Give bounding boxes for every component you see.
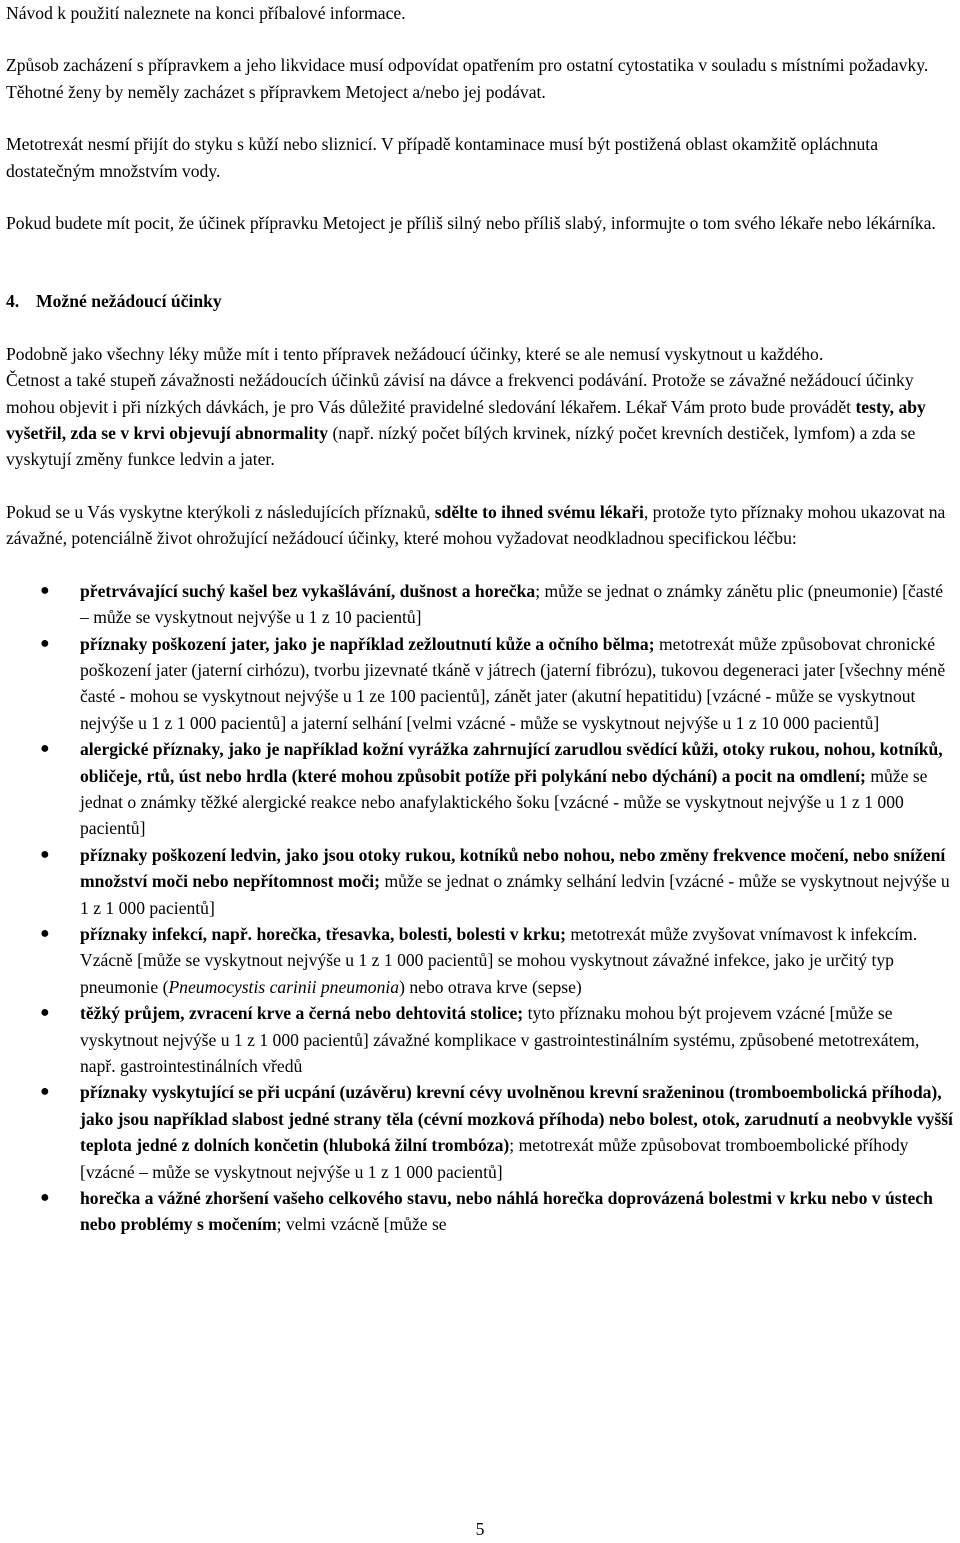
body-paragraph-3: [6, 499, 956, 552]
symptom-description: ; velmi vzácně [může se: [276, 1214, 447, 1235]
symptom-description: může se jednat o známky selhání ledvin [vzácné - může se vyskytnout nejvýše u 1 z 1 000 pacientů]: [80, 871, 950, 918]
symptom-item: [6, 1185, 956, 1238]
symptom-item: [6, 736, 956, 842]
body-paragraph-2-tail: (např. nízký počet bílých krvinek, nízký počet krevních destiček, lymfom) a zda se vyskytují změny funkce ledvin a jater.: [6, 423, 916, 470]
bullet-icon: ●: [40, 740, 50, 758]
symptom-title: příznaky poškození ledvin, jako jsou otoky rukou, kotníků nebo nohou, nebo změny frekvence močení, nebo snížení množství moči nebo nepřítomnost moči;: [80, 844, 946, 892]
intro-paragraph-3: Metotrexát nesmí přijít do styku s kůží nebo sliznicí. V případě kontaminace musí být postižená oblast okamžitě opláchnuta dostatečným množstvím vody.: [6, 134, 879, 181]
bullet-icon: ●: [40, 1083, 50, 1101]
body-paragraph-3-tail: , protože tyto příznaky mohou ukazovat na závažné, potenciálně život ohrožující nežádoucí účinky, které mohou vyžadovat neodkladnou specifickou léčbu:: [6, 501, 946, 549]
symptom-description: metotrexát může zvyšovat vnímavost k infekcím. Vzácně [může se vyskytnout nejvýše u 1 z 1 000 pacientů] se mohou vyskytnout závažné infekce, jako je určitý typ pneumonie (: [80, 923, 918, 997]
symptom-title: přetrvávající suchý kašel bez vykašlávání, dušnost a horečka: [80, 580, 536, 601]
body-paragraph-2-emphasis: testy, aby vyšetřil, zda se v krvi objevují abnormality: [6, 396, 926, 444]
symptom-item: [6, 1079, 956, 1185]
symptom-description: ; může se jednat o známky zánětu plic (pneumonie) [časté – může se vyskytnout nejvýše u 1 z 10 pacientů]: [80, 580, 944, 628]
body-paragraph-3-emphasis: sdělte to ihned svému lékaři: [434, 501, 644, 522]
symptom-description: ; metotrexát může způsobovat tromboembolické příhody [vzácné – může se vyskytnout nejvýše u 1 z 1 000 pacientů]: [80, 1135, 909, 1182]
symptom-title: příznaky vyskytující se při ucpání (uzávěru) krevní cévy uvolněnou krevní sraženinou (tromboembolická příhoda), jako jsou například slabost jedné strany těla (cévní mozková příhoda) nebo bolest, otok, zarudnutí a neobvykle vyšší teplota jedné z dolních končetin (hluboká žilní trombóza): [80, 1082, 953, 1156]
symptom-item: [6, 842, 956, 921]
section-number: 4.: [6, 291, 20, 312]
bullet-icon: ●: [40, 1189, 50, 1207]
symptom-description: tyto příznaku mohou být projevem vzácné [může se vyskytnout nejvýše u 1 z 1 000 pacientů] závažné komplikace v gastrointestinálním systému, způsobené metotrexátem, např. gastrointestinálních vředů: [80, 1003, 920, 1076]
page-number: 5: [475, 1519, 485, 1539]
symptom-item: [6, 578, 956, 631]
section-title: Možné nežádoucí účinky: [36, 291, 222, 312]
symptom-title: alergické příznaky, jako je například kožní vyrážka zahrnující zarudlou svědící kůži, otoky rukou, nohou, kotníků, obličeje, rtů, úst nebo hrdla (které mohou způsobit potíže při polykání nebo dýchání) a pocit na omdlení;: [80, 739, 943, 786]
document-page: [6, 0, 956, 1238]
symptom-title: těžký průjem, zvracení krve a černá nebo dehtovitá stolice;: [80, 1003, 524, 1024]
bullet-icon: ●: [40, 581, 50, 599]
intro-paragraph-4: Pokud budete mít pocit, že účinek přípravku Metoject je příliš silný nebo příliš slabý, informujte o tom svého lékaře nebo lékárníka.: [6, 213, 936, 234]
body-paragraph-1: Podobně jako všechny léky může mít i tento přípravek nežádoucí účinky, které se ale nemusí vyskytnout u každého.: [6, 343, 824, 364]
bullet-icon: ●: [40, 924, 50, 942]
symptom-title: horečka a vážné zhoršení vašeho celkového stavu, nebo náhlá horečka doprovázená bolestmi v krku nebo v ústech nebo problémy s močením: [80, 1188, 933, 1235]
bullet-icon: ●: [40, 845, 50, 863]
symptom-description-tail: ) nebo otrava krve (sepse): [399, 976, 582, 997]
symptom-item: [6, 921, 956, 1000]
body-paragraph-3-text: Pokud se u Vás vyskytne kterýkoli z následujících příznaků,: [6, 501, 435, 522]
intro-paragraph-2: Způsob zacházení s přípravkem a jeho likvidace musí odpovídat opatřením pro ostatní cytostatika v souladu s místními požadavky. Těhotné ženy by neměly zacházet s přípravkem Metoject a/nebo jej podávat.: [6, 55, 929, 102]
symptom-list: [6, 578, 956, 1238]
intro-paragraph-1: Návod k použití naleznete na konci příbalové informace.: [6, 3, 406, 23]
symptom-title: příznaky poškození jater, jako je například zežloutnutí kůže a očního bělma;: [80, 633, 655, 654]
symptom-italic-term: Pneumocystis carinii pneumonia: [168, 976, 400, 997]
section-heading: [6, 288, 956, 314]
body-paragraph-2-text: Četnost a také stupeň závažnosti nežádoucích účinků závisí na dávce a frekvenci podávání. Protože se závažné nežádoucí účinky mohou objevit i při nízkých dávkách, je pro Vás důležité pravidelné sledování lékařem. Lékař Vám proto bude provádět: [6, 370, 914, 417]
body-paragraph-2: [6, 367, 956, 473]
bullet-icon: ●: [40, 1004, 50, 1022]
symptom-description: metotrexát může způsobovat chronické poškození jater (jaterní cirhózu), tvorbu jizevnaté tkáně v játrech (jaterní fibrózu), tukovou degeneraci jater [všechny méně časté - mohou se vyskytnout nejvýše u 1 ze 100 pacientů], zánět jater (akutní hepatitidu) [vzácné - může se vyskytnout nejvýše u 1 z 1 000 pacientů] a jaterní selhání [velmi vzácné - může se vyskytnout nejvýše u 1 z 10 000 pacientů]: [80, 633, 946, 733]
symptom-item: [6, 1000, 956, 1079]
symptom-description: může se jednat o známky těžké alergické reakce nebo anafylaktického šoku [vzácné - může se vyskytnout nejvýše u 1 z 1 000 pacientů]: [80, 765, 928, 839]
symptom-item: [6, 631, 956, 737]
bullet-icon: ●: [40, 634, 50, 652]
symptom-title: příznaky infekcí, např. horečka, třesavka, bolesti, bolesti v krku;: [80, 923, 566, 944]
